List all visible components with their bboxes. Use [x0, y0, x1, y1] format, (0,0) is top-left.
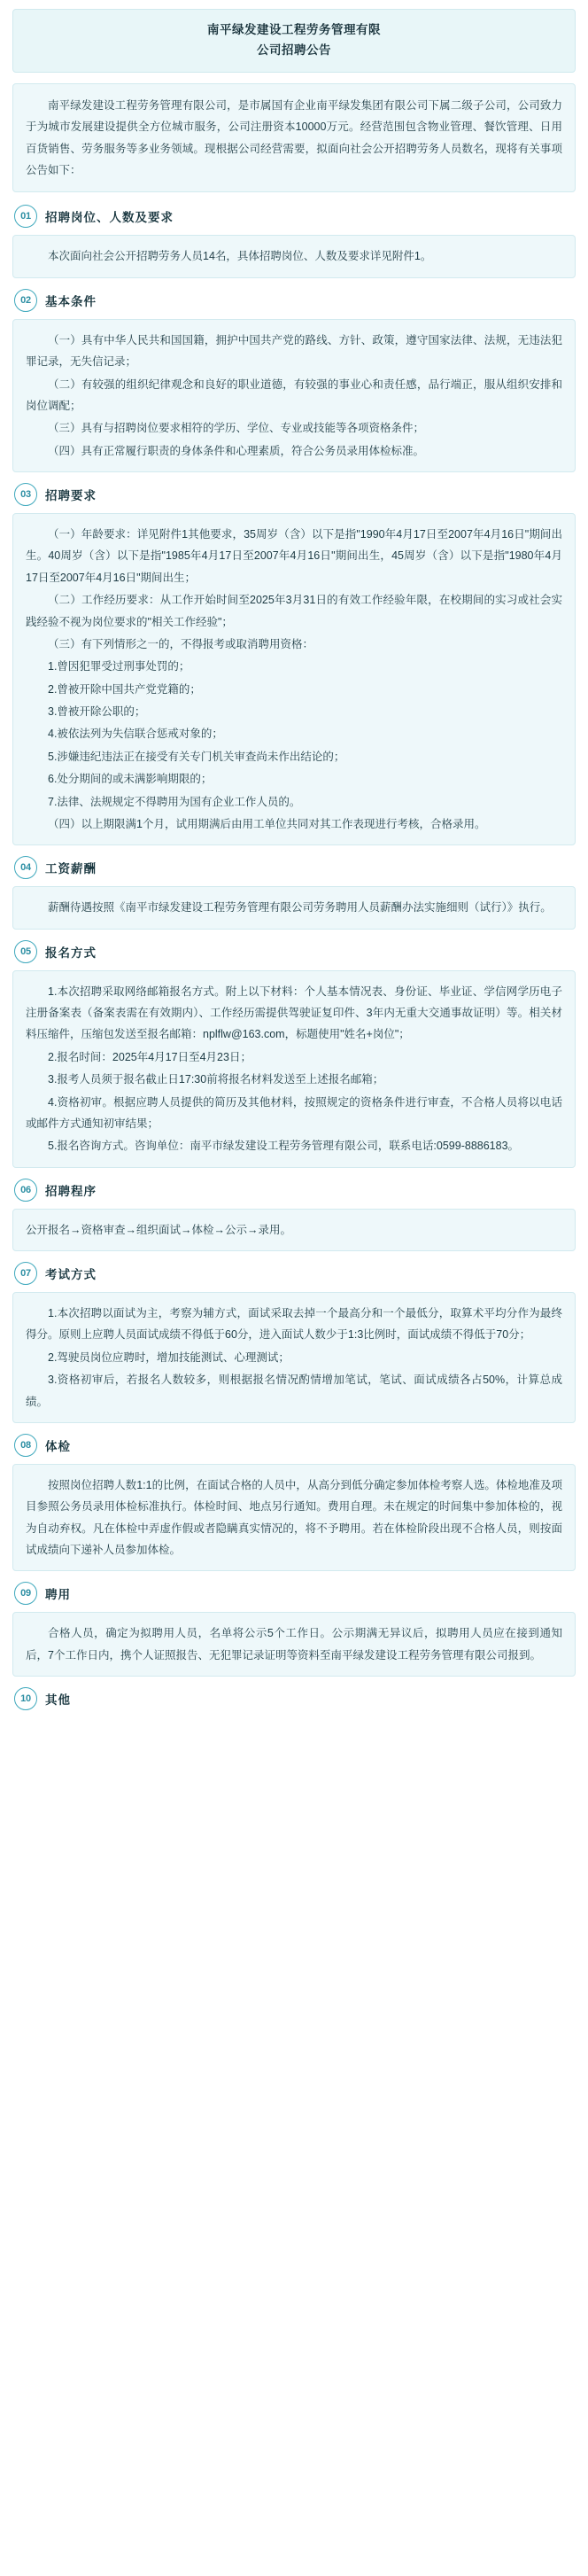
section-title: 考试方式: [45, 1268, 97, 1281]
section-paragraph: 1.本次招聘采取网络邮箱报名方式。附上以下材料：个人基本情况表、身份证、毕业证、学信网学历电子注册备案表（备案表需在有效期内）、工作经历需提供驾驶证复印件、3年内无重大交通事故证明）等。相关材料压缩件，压缩包发送至报名邮箱：nplflw@163.com，标题使用"姓名+岗位"；: [26, 984, 562, 1041]
section-number-badge: 07: [14, 1262, 37, 1285]
section-paragraph: （四）以上期限满1个月，试用期满后由用工单位共同对其工作表现进行考核，合格录用。: [48, 817, 486, 830]
section-header: [12, 1582, 576, 1605]
section-number-badge: 03: [14, 483, 37, 506]
section-title: 基本条件: [45, 294, 97, 308]
section-title: 工资薪酬: [45, 862, 97, 876]
section-header: [12, 1687, 576, 1710]
section-paragraph: 4.被依法列为失信联合惩戒对象的；: [48, 728, 223, 741]
section-title: 招聘程序: [45, 1184, 97, 1198]
section-title: 体检: [45, 1439, 71, 1453]
section-header: [12, 940, 576, 963]
section-paragraph: （二）有较强的组织纪律观念和良好的职业道德，有较强的事业心和责任感，品行端正，服从组织安排和岗位调配；: [26, 377, 562, 412]
section-number-badge: 08: [14, 1434, 37, 1457]
section-paragraph: 1.本次招聘以面试为主，考察为辅方式，面试采取去掉一个最高分和一个最低分，取算术平均分作为最终得分。原则上应聘人员面试成绩不得低于60分，进入面试人数少于1:3比例时，面试成绩不得低于70分；: [26, 1307, 562, 1342]
section-paragraph: 7.法律、法规规定不得聘用为国有企业工作人员的。: [48, 795, 301, 808]
section-header: [12, 483, 576, 506]
document-header: [12, 9, 576, 73]
section-body: [12, 970, 576, 1168]
section-title: 招聘岗位、人数及要求: [45, 211, 174, 225]
section-paragraph: （三）有下列情形之一的，不得报考或取消聘用资格：: [48, 637, 314, 650]
section-header: [12, 205, 576, 228]
section-number-badge: 04: [14, 856, 37, 879]
section-paragraph: （四）具有正常履行职责的身体条件和心理素质，符合公务员录用体检标准。: [48, 444, 425, 457]
section-paragraph: 3.资格初审后，若报名人数较多，则根据报名情况酌情增加笔试，笔试、面试成绩各占50%，计算总成绩。: [26, 1374, 562, 1408]
section-paragraph: （一）具有中华人民共和国国籍，拥护中国共产党的路线、方针、政策，遵守国家法律、法规，无违法犯罪记录，无失信记录；: [26, 333, 562, 369]
section: [12, 856, 576, 929]
section: [12, 1687, 576, 1710]
document-title-line-1: 南平绿发建设工程劳务管理有限: [207, 23, 381, 36]
section: [12, 1262, 576, 1423]
section-paragraph: 本次面向社会公开招聘劳务人员14名，具体招聘岗位、人数及要求详见附件1。: [48, 250, 432, 263]
intro-paragraph: 南平绿发建设工程劳务管理有限公司，是市属国有企业南平绿发集团有限公司下属二级子公司，公司致力于为城市发展建设提供全方位城市服务，公司注册资本10000万元。经营范围包含物业管理、餐饮管理、日用百货销售、劳务服务等多业务领域。现根据公司经营需要，拟面向社会公开招聘劳务人员数名，现将有关事项公告如下：: [26, 98, 562, 176]
section: [12, 483, 576, 845]
section-paragraph: （三）具有与招聘岗位要求相符的学历、学位、专业或技能等各项资格条件；: [48, 422, 425, 435]
section: [12, 205, 576, 277]
section-body: [12, 1464, 576, 1572]
document-title-line-2: 公司招聘公告: [257, 43, 331, 57]
section-body: [12, 513, 576, 845]
section-paragraph: 2.报名时间：2025年4月17日至4月23日；: [48, 1050, 251, 1063]
section-number-badge: 02: [14, 289, 37, 312]
section-paragraph: 6.处分期间的或未满影响期限的；: [48, 773, 213, 786]
section: [12, 1582, 576, 1677]
section-paragraph: （一）年龄要求：详见附件1其他要求，35周岁（含）以下是指"1990年4月17日至2007年4月16日"期间出生。40周岁（含）以下是指"1985年4月17日至2007年4月16日"期间出生，45周岁（含）以下是指"1980年4月17日至2007年4月16日"期间出生；: [26, 528, 562, 584]
section-paragraph: 2.曾被开除中国共产党党籍的；: [48, 682, 201, 696]
section-header: [12, 1179, 576, 1202]
section-paragraph: 5.报名咨询方式。咨询单位：南平市绿发建设工程劳务管理有限公司，联系电话:0599-8886183。: [48, 1140, 520, 1153]
section-body: [12, 1209, 576, 1251]
section-header: [12, 856, 576, 879]
section-paragraph: 2.驾驶员岗位应聘时，增加技能测试、心理测试；: [48, 1350, 290, 1364]
section-paragraph: 5.涉嫌违纪违法正在接受有关专门机关审查尚未作出结论的；: [48, 750, 345, 763]
section-paragraph: 4.资格初审。根据应聘人员提供的简历及其他材料，按照规定的资格条件进行审查，不合格人员将以电话或邮件方式通知初审结果；: [26, 1095, 562, 1130]
section-paragraph: 薪酬待遇按照《南平市绿发建设工程劳务管理有限公司劳务聘用人员薪酬办法实施细则（试行）》执行。: [48, 901, 552, 914]
section-number-badge: 10: [14, 1687, 37, 1710]
section-header: [12, 1262, 576, 1285]
section-number-badge: 01: [14, 205, 37, 228]
section-body: [12, 1612, 576, 1677]
section-number-badge: 05: [14, 940, 37, 963]
section-body: [12, 1292, 576, 1423]
section-body: [12, 235, 576, 277]
section-paragraph: 1.曾因犯罪受过刑事处罚的；: [48, 660, 190, 673]
section: [12, 1179, 576, 1251]
section: [12, 940, 576, 1168]
section: [12, 1434, 576, 1572]
intro-paragraph-box: [12, 83, 576, 193]
section-paragraph: 合格人员，确定为拟聘用人员，名单将公示5个工作日。公示期满无异议后，拟聘用人员应在接到通知后，7个工作日内，携个人证照报告、无犯罪记录证明等资料至南平绿发建设工程劳务管理有限公司报到。: [26, 1627, 562, 1662]
section-paragraph: 按照岗位招聘人数1:1的比例，在面试合格的人员中，从高分到低分确定参加体检考察人选。体检地准及项目参照公务员录用体检标准执行。体检时间、地点另行通知。费用自理。未在规定的时间集中参加体检的，视为自动弃权。凡在体检中弄虚作假或者隐瞒真实情况的，将不予聘用。若在体检阶段出现不合格人员，则按面试成绩向下递补人员参加体检。: [26, 1478, 562, 1556]
section-paragraph: 公开报名→资格审查→组织面试→体检→公示→录用。: [26, 1223, 292, 1236]
section-body: [12, 886, 576, 929]
section-title: 招聘要求: [45, 489, 97, 502]
section-header: [12, 1434, 576, 1457]
section-paragraph: 3.报考人员须于报名截止日17:30前将报名材料发送至上述报名邮箱；: [48, 1073, 384, 1086]
section-paragraph: 3.曾被开除公职的；: [48, 705, 146, 718]
section-paragraph: （二）工作经历要求：从工作开始时间至2025年3月31日的有效工作经验年限，在校期间的实习或社会实践经验不视为岗位要求的"相关工作经验"；: [26, 594, 562, 628]
section-body: [12, 319, 576, 472]
section-header: [12, 289, 576, 312]
section-number-badge: 06: [14, 1179, 37, 1202]
section-title: 其他: [45, 1693, 71, 1708]
section-title: 报名方式: [45, 946, 97, 960]
section: [12, 289, 576, 472]
section-number-badge: 09: [14, 1582, 37, 1605]
section-title: 聘用: [45, 1588, 71, 1602]
sections-container: [12, 205, 576, 1710]
